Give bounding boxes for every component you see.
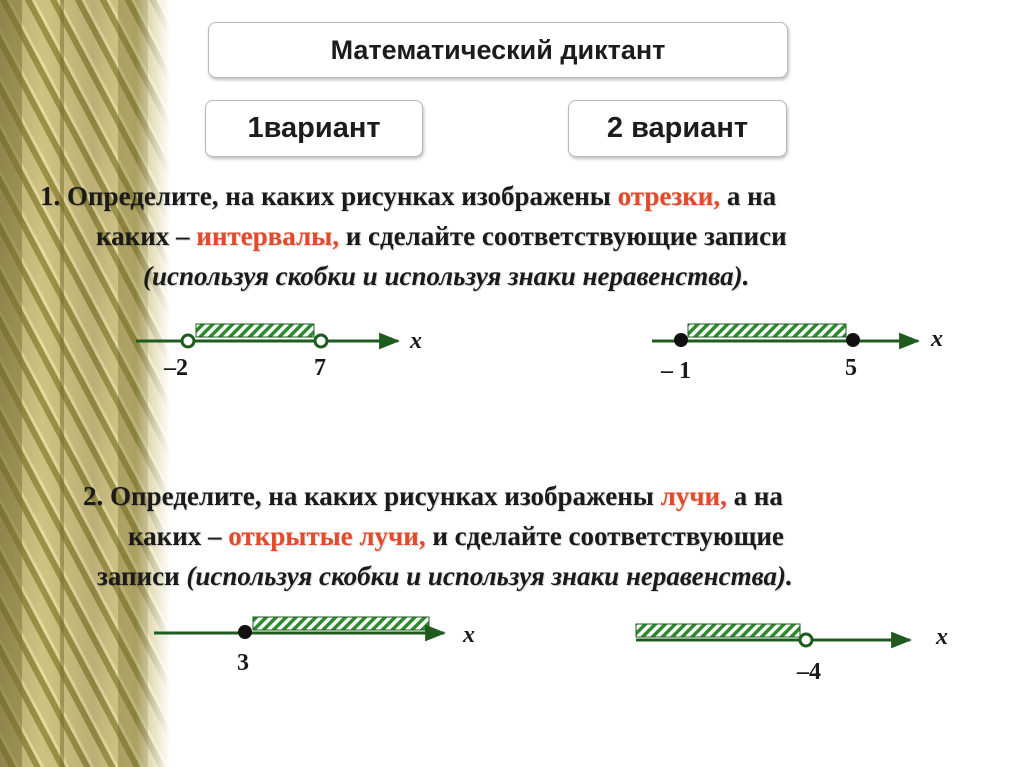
figure-3-ray xyxy=(154,617,444,639)
figure-2-left-closed-point xyxy=(674,333,688,347)
keyword-open-rays: открытые лучи, xyxy=(228,521,426,551)
task2-line2: каких – открытые лучи, и сделайте соответствующие xyxy=(128,521,784,551)
task2-line3: записи (используя скобки и используя знаки неравенства). xyxy=(97,561,793,591)
figure-2-right-label: 5 xyxy=(845,355,857,381)
figure-1-left-open-point xyxy=(182,335,194,347)
figure-1-interval xyxy=(136,324,398,347)
keyword-intervals: интервалы, xyxy=(196,221,339,251)
variant-1-label: 1вариант xyxy=(247,112,381,144)
figure-1-right-label: 7 xyxy=(314,355,326,381)
figure-2-left-label: – 1 xyxy=(661,358,691,384)
figure-3-axis-label: x xyxy=(463,622,475,648)
figure-4-hatch xyxy=(636,624,800,637)
keyword-rays: лучи, xyxy=(660,481,727,511)
figure-2-segment xyxy=(652,324,918,347)
task2-line1: 2. Определите, на каких рисунках изображены лучи, а на xyxy=(83,481,783,511)
task1-line2: каких – интервалы, и сделайте соответствующие записи xyxy=(96,221,787,251)
figure-3-closed-point xyxy=(238,625,252,639)
figure-4-point-label: –4 xyxy=(797,659,821,685)
figure-2-hatch xyxy=(688,324,846,337)
figure-4-open-ray xyxy=(636,624,910,646)
keyword-segments: отрезки, xyxy=(617,181,721,211)
task1-line3: (используя скобки и используя знаки неравенства). xyxy=(143,261,750,291)
figure-1-axis-label: x xyxy=(410,328,422,354)
figure-3-hatch xyxy=(253,617,429,630)
figure-2-right-closed-point xyxy=(846,333,860,347)
variant-2-label: 2 вариант xyxy=(606,112,749,144)
figure-1-left-label: –2 xyxy=(164,355,188,381)
figure-3-point-label: 3 xyxy=(237,650,249,676)
figure-2-axis-label: x xyxy=(931,326,943,352)
task1-line1: 1. Определите, на каких рисунках изображены отрезки, а на xyxy=(40,181,777,211)
figure-1-hatch xyxy=(196,324,314,337)
figure-4-open-point xyxy=(800,634,812,646)
page-title: Математический диктант xyxy=(330,34,666,65)
figure-1-right-open-point xyxy=(315,335,327,347)
figure-4-axis-label: x xyxy=(936,624,948,650)
